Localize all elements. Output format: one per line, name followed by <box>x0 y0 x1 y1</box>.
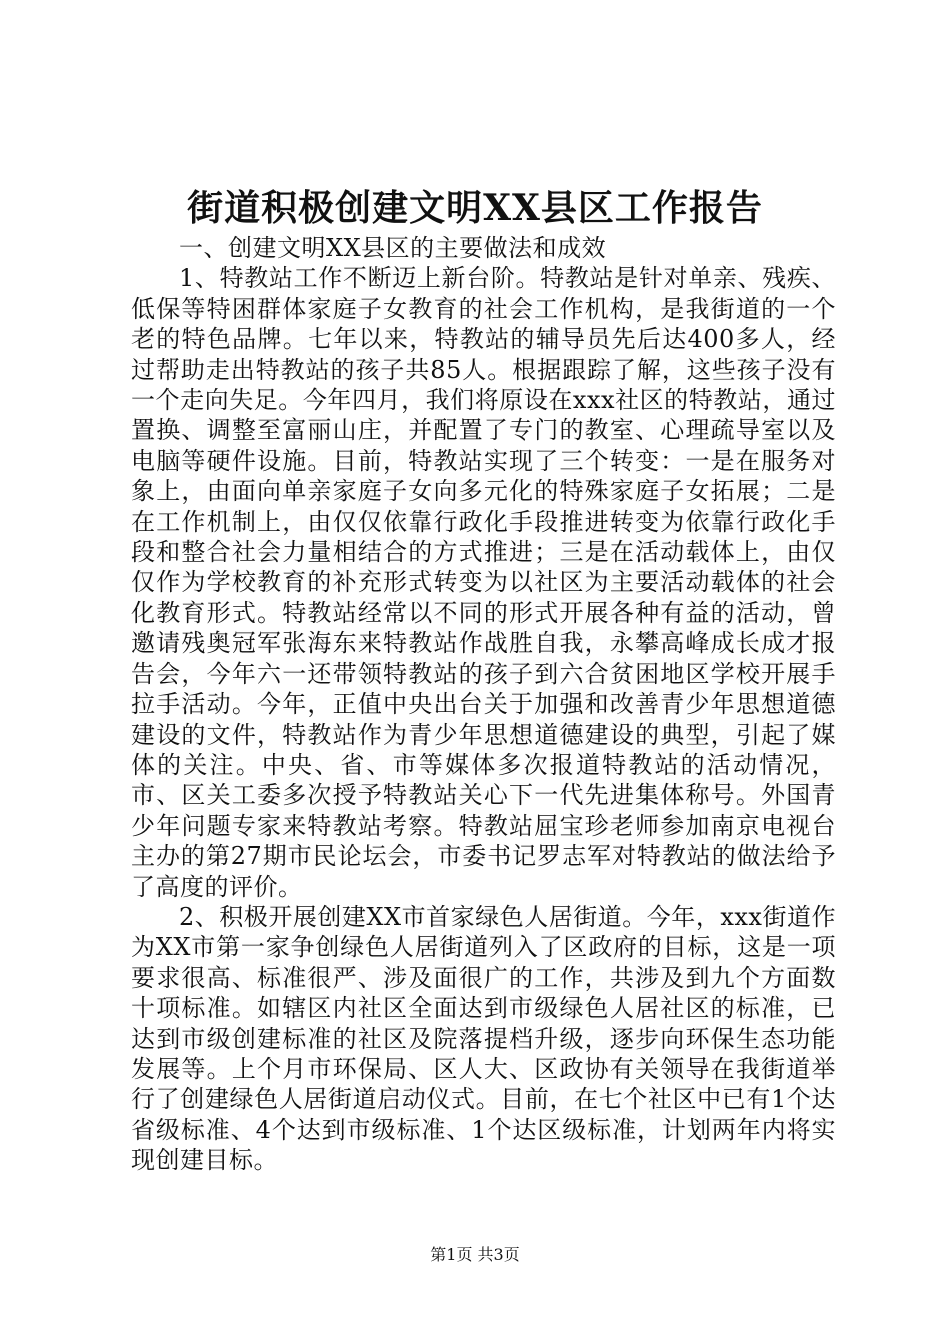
page-number-footer: 第1页 共3页 <box>430 1245 520 1264</box>
paragraph-green-living-street: 2、积极开展创建XX市首家绿色人居街道。今年，xxx街道作为XX市第一家争创绿色人居街道列入了区政府的目标，这是一项要求很高、标准很严、涉及面很广的工作，共涉及到九个方面数十项标准。如辖区内社区全面达到市级绿色人居社区的标准，已达到市级创建标准的社区及院落提档升级，逐步向环保生态功能发展等。上个月市环保局、区人大、区政协有关领导在我街道举行了创建绿色人居街道启动仪式。目前，在七个社区中已有1个达省级标准、4个达到市级标准、1个达区级标准，计划两年内将实现创建目标。 <box>131 902 836 1175</box>
section-heading: 一、创建文明XX县区的主要做法和成效 <box>179 234 607 262</box>
paragraph-special-education-station: 1、特教站工作不断迈上新台阶。特教站是针对单亲、残疾、低保等特困群体家庭子女教育的社会工作机构，是我街道的一个老的特色品牌。七年以来，特教站的辅导员先后达400多人，经过帮助走出特教站的孩子共85人。根据跟踪了解，这些孩子没有一个走向失足。今年四月，我们将原设在xxx社区的特教站，通过置换、调整至富丽山庄，并配置了专门的教室、心理疏导室以及电脑等硬件设施。目前，特教站实现了三个转变：一是在服务对象上，由面向单亲家庭子女向多元化的特殊家庭子女拓展；二是在工作机制上，由仅仅依靠行政化手段推进转变为依靠行政化手段和整合社会力量相结合的方式推进；三是在活动载体上，由仅仅作为学校教育的补充形式转变为以社区为主要活动载体的社会化教育形式。特教站经常以不同的形式开展各种有益的活动，曾邀请残奥冠军张海东来特教站作战胜自我，永攀高峰成长成才报告会，今年六一还带领特教站的孩子到六合贫困地区学校开展手拉手活动。今年，正值中央出台关于加强和改善青少年思想道德建设的文件，特教站作为青少年思想道德建设的典型，引起了媒体的关注。中央、省、市等媒体多次报道特教站的活动情况，市、区关工委多次授予特教站关心下一代先进集体称号。外国青少年问题专家来特教站考察。特教站屈宝珍老师参加南京电视台主办的第27期市民论坛会，市委书记罗志军对特教站的做法给予了高度的评价。 <box>131 264 836 901</box>
document-body <box>131 233 836 1176</box>
document-title: 街道积极创建文明XX县区工作报告 <box>187 187 763 229</box>
